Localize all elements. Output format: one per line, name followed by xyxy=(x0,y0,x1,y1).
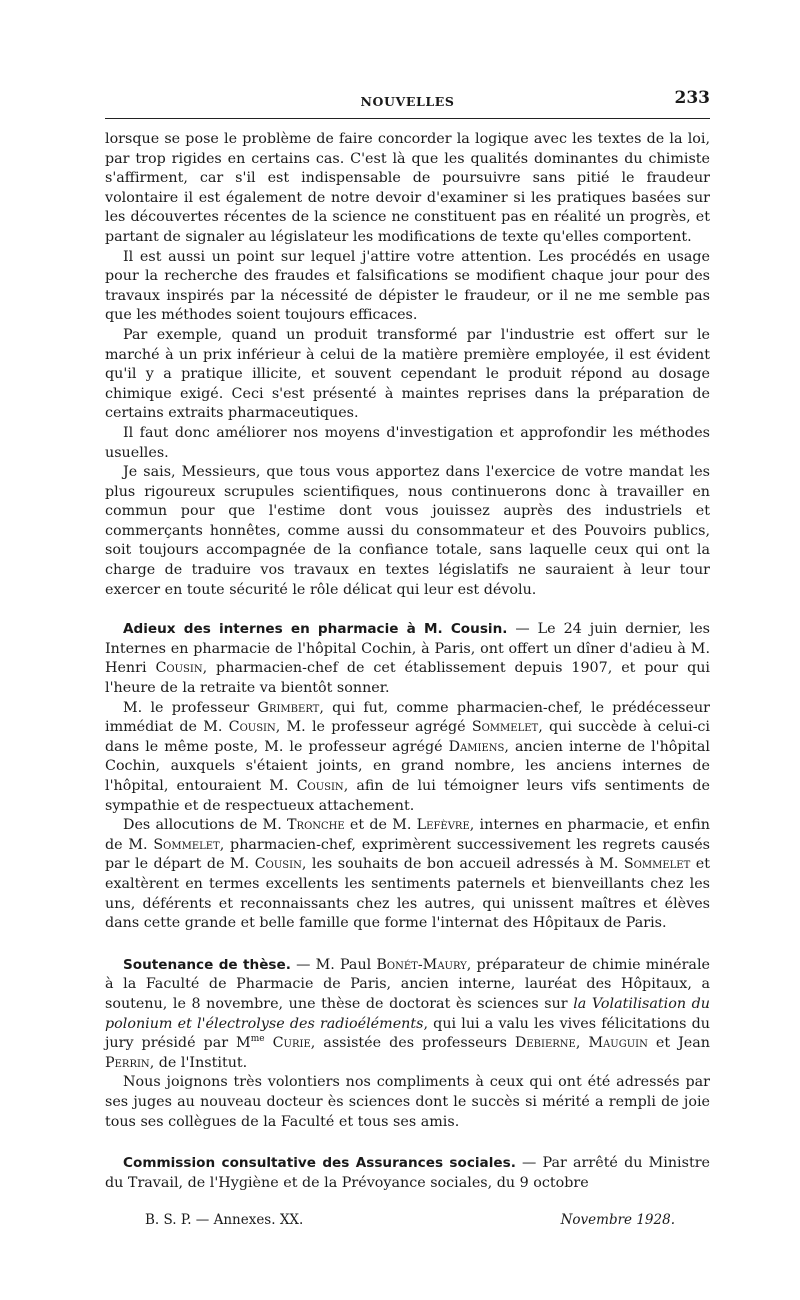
intro-paragraph-2: Il est aussi un point sur lequel j'attire votre attention. Les procédés en usage pour la recherche des fraudes et falsifications se modifient chaque jour pour des travaux inspirés par la nécessité de dépister le fraudeur, or il ne me semble pas que les méthodes soient toujours efficaces. xyxy=(105,248,710,324)
intro-paragraph-5: Je sais, Messieurs, que tous vous apportez dans l'exercice de votre mandat les plus rigoureux scrupules scientifiques, nous continuerons donc à travailler en commun pour que l'estime dont vous jouissez auprès des industriels et commerçants honnêtes, comme aussi du consommateur et des Pouvoirs publics, soit toujours accompagnée de la confiance totale, sans laquelle ceux qui ont la charge de traduire vos travaux en textes législatifs ne sauraient à leur tour exercer en toute sécurité le rôle délicat qui leur est dévolu. xyxy=(105,464,710,598)
section-these xyxy=(105,956,710,1132)
intro-paragraph-1: lorsque se pose le problème de faire concorder la logique avec les textes de la loi, par trop rigides en certains cas. C'est là que les qualités dominantes du chimiste s'affirment, car s'il est indispensable de poursuivre sans pitié le fraudeur volontaire il est également de notre devoir d'examiner si les pratiques basées sur les découvertes récentes de la science ne constituent pas en réalité un progrès, et partant de signaler au législateur les modifications de texte qu'elles comportent. xyxy=(105,131,710,245)
these-paragraph-2: Nous joignons très volontiers nos compliments à ceux qui ont été adressés par ses juges au nouveau docteur ès sciences dont le succès si mérité a rempli de joie tous ses collègues de la Faculté et tous ses amis. xyxy=(105,1074,710,1130)
intro-paragraph-4: Il faut donc améliorer nos moyens d'investigation et approfondir les méthodes usuelles. xyxy=(105,424,710,461)
name-mauguin: Mauguin xyxy=(588,1035,648,1052)
page-number: 233 xyxy=(674,88,710,108)
these-heading: Soutenance de thèse. xyxy=(123,956,291,973)
header-rule xyxy=(105,118,710,119)
name-tronche: Tronche xyxy=(287,817,345,834)
running-header xyxy=(105,88,710,114)
footer-date: Novembre 1928. xyxy=(560,1212,675,1228)
commission-heading: Commission consultative des Assurances sociales. xyxy=(123,1155,516,1172)
section-commission xyxy=(105,1154,710,1193)
name-cousin: Cousin xyxy=(155,660,203,677)
name-perrin: Perrin xyxy=(105,1054,150,1071)
intro-paragraph-3: Par exemple, quand un produit transformé par l'industrie est offert sur le marché à un prix inférieur à celui de la matière première employée, il est évident qu'il y a pratique illicite, et souvent cependant le produit répond au dosage chimique exigé. Ceci s'est présenté à maintes reprises dans la préparation de certains extraits pharmaceutiques. xyxy=(105,326,710,422)
footer-journal: B. S. P. — Annexes. XX. xyxy=(145,1212,304,1228)
adieux-paragraph-1: Adieux des internes en pharmacie à M. Cousin. — Le 24 juin dernier, les Internes en pharmacie de l'hôpital Cochin, à Paris, ont offert un dîner d'adieu à M. Henri Cousin, pharmacien-chef de cet établissement depuis 1907, et pour qui l'heure de la retraite va bientôt sonner. xyxy=(105,621,711,697)
name-debierne: Debierne xyxy=(514,1035,576,1052)
adieux-heading: Adieux des internes en pharmacie à M. Cousin. xyxy=(123,621,508,638)
name-damiens: Damiens xyxy=(448,738,505,755)
name-grimbert: Grimbert xyxy=(257,699,320,716)
page-footer xyxy=(145,1212,675,1232)
adieux-paragraph-2: M. le professeur Grimbert, qui fut, comme pharmacien-chef, le prédécesseur immédiat de M. Cousin, M. le professeur agrégé Sommelet, qui succède à celui-ci dans le même poste, M. le professeur agrégé Damiens, ancien interne de l'hôpital Cochin, auxquels s'étaient joints, en grand nombre, les anciens internes de l'hôpital, entouraient M. Cousin, afin de lui témoigner leurs vifs sentiments de sympathie et de respectueux attachement. xyxy=(105,699,711,814)
commission-paragraph-1: Commission consultative des Assurances sociales. — Par arrêté du Ministre du Travail, de l'Hygiène et de la Prévoyance sociales, du 9 octobre xyxy=(105,1155,710,1191)
thesis-title: la Volatilisation du polonium et l'électrolyse des radioéléments xyxy=(105,995,710,1032)
name-sommelet: Sommelet xyxy=(471,719,539,736)
page-body xyxy=(105,88,710,1193)
name-bonet-maury: Bonét-Maury xyxy=(376,956,467,973)
adieux-paragraph-3: Des allocutions de M. Tronche et de M. Lefèvre, internes en pharmacie, et enfin de M. Sommelet, pharmacien-chef, exprimèrent successivement les regrets causés par le départ de M. Cousin, les souhaits de bon accueil adressés à M. Sommelet et exaltèrent en termes excellents les sentiments paternels et bienveillants chez les uns, déférents et reconnaissants chez les autres, qui unissent maîtres et élèves dans cette grande et belle famille que forme l'internat des Hôpitaux de Paris. xyxy=(105,817,711,932)
name-lefevre: Lefèvre xyxy=(416,817,470,834)
name-curie: Curie xyxy=(272,1035,311,1052)
these-paragraph-1: Soutenance de thèse. — M. Paul Bonét-Maury, préparateur de chimie minérale à la Faculté de Pharmacie de Paris, ancien interne, lauréat des Hôpitaux, a soutenu, le 8 novembre, une thèse de doctorat ès sciences sur la Volatilisation du polonium et l'électrolyse des radioéléments, qui lui a valu les vives félicitations du jury présidé par $M^{me}$ Curie, assistée des professeurs Debierne, Mauguin et Jean Perrin, de l'Institut. xyxy=(105,956,711,1071)
header-title: NOUVELLES xyxy=(360,94,455,109)
section-adieux xyxy=(105,620,710,934)
